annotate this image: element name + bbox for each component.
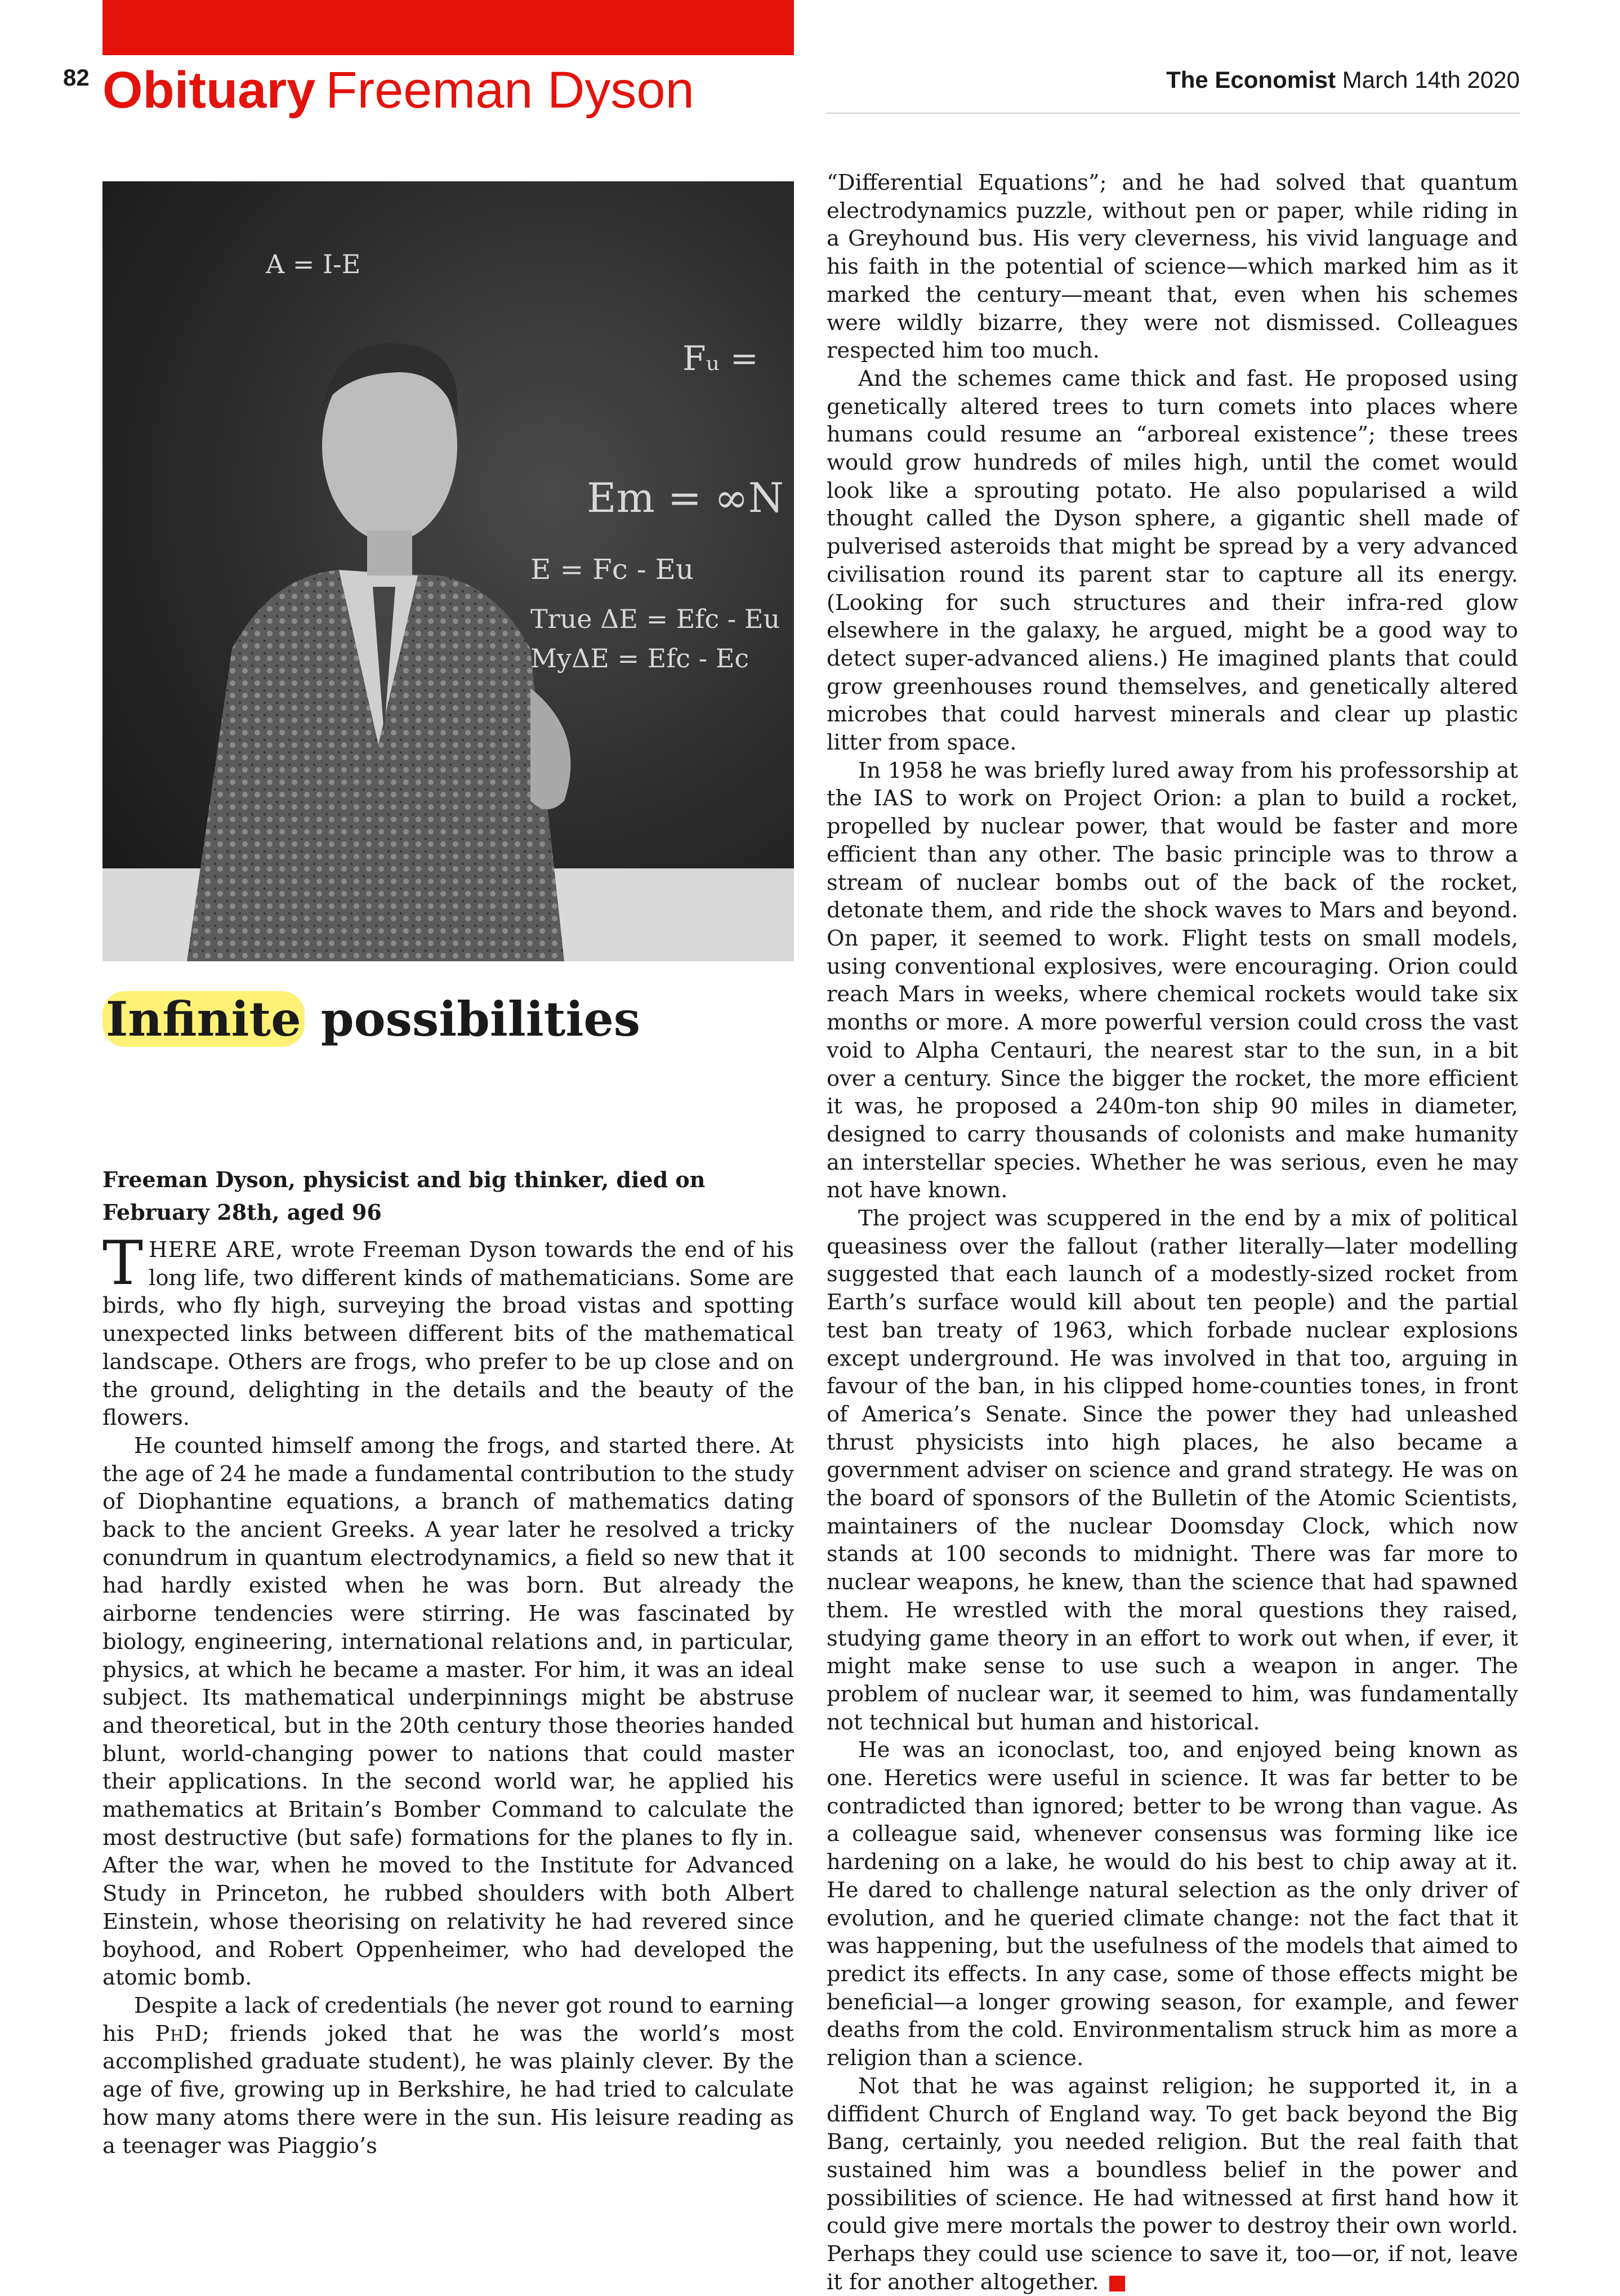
drop-cap: T bbox=[102, 1228, 144, 1299]
chalk-equation: A = I-E bbox=[266, 249, 361, 279]
chalk-equation: Em = ∞N bbox=[587, 474, 784, 521]
paragraph-text: ; friends joked that he was the world’s most accomplished graduate student), he was plainly clever. By the age of five, growing up in Berkshire, he had tried to calculate how many atoms there were in the sun. His leisure reading as a teenager was Piaggio’s bbox=[102, 2021, 794, 2159]
article-standfirst: Freeman Dyson, physicist and big thinker, died on February 28th, aged 96 bbox=[102, 1167, 706, 1225]
paragraph-text: In 1958 he was briefly lured away from his professorship at the bbox=[827, 757, 1518, 812]
paragraph-text: Not that he was against religion; he supported it, in a diffident Church of England way. To get back beyond the Big Bang, certainly, you needed religion. But the real faith that sustained him was a boundless belief in the power and possibilities of science. He had witnessed at first hand how it could give mere mortals the power to destroy their own world. Perhaps they could use science to save it, too—or, if not, leave it for another altogether. bbox=[827, 2073, 1518, 2295]
body-paragraph bbox=[827, 757, 1518, 1205]
body-paragraph bbox=[827, 2072, 1518, 2296]
body-paragraph: The project was scuppered in the end by a mix of political queasiness over the fallout (rather literally—later modelling suggested that each launch of a modestly-sized rocket from Earth’s surface would kill about ten people) and the partial test ban treaty of 1963, which forbade nuclear explosions except underground. He was involved in that too, arguing in favour of the ban, in his clipped home-counties tones, in front of America’s Senate. Since the power they had unleashed thrust physicists into high places, he also became a government adviser on science and grand strategy. He was on the board of sponsors of the Bulletin of the Atomic Scientists, maintainers of the nuclear Doomsday Clock, which now stands at 100 seconds to midnight. There was far more to nuclear weapons, he knew, than the science that had spawned them. He wrestled with the moral questions they raised, studying game theory in an effort to work out when, if ever, it might make sense to use such a weapon in anger. The problem of nuclear war, it seemed to him, was fundamentally not technical but human and historical. bbox=[827, 1206, 1518, 1735]
body-paragraph: And the schemes came thick and fast. He proposed using genetically altered trees to turn comets into places where humans could resume an “arboreal existence”; these trees would grow hundreds of miles high, until the comet would look like a sprouting potato. He also popularised a wild thought called the Dyson sphere, a gigantic shell made of pulverised asteroids that might be spread by a very advanced civilisation round its parent star to capture all its energy. (Looking for such structures and their infra-red glow elsewhere in the galaxy, he argued, might be a good way to detect super-advanced aliens.) He imagined plants that could grow greenhouses round themselves, and genetically altered microbes that could harvest minerals and clear up plastic litter from space. bbox=[827, 365, 1518, 756]
headline-rest: possibilities bbox=[320, 991, 641, 1047]
article-topic: Freeman Dyson bbox=[325, 61, 694, 119]
abbreviation: IAS bbox=[873, 786, 914, 812]
body-column-left bbox=[102, 1228, 794, 2160]
paragraph-text: to work on Project Orion: a plan to build a rocket, propelled by nuclear power, that would be faster and more efficient than any other. The basic principle was to throw a stream of nuclear bombs out of the back of the rocket, detonate them, and ride the shock waves to Mars and beyond. On paper, it seemed to work. Flight tests on small models, using conventional explosives, were encouraging. Orion could reach Mars in weeks, where chemical rockets would take six months or more. A more powerful version could cross the vast void to Alpha Centauri, the nearest star to the sun, in a bit over a century. Since the bigger the rocket, the more efficient it was, he proposed a 240m-ton ship 90 miles in diameter, designed to carry thousands of colonists and make humanity an interstellar species. Whether he was serious, even he may not have known. bbox=[827, 786, 1518, 1203]
section-color-bar bbox=[102, 0, 794, 55]
opening-words: HERE ARE, bbox=[149, 1237, 283, 1263]
issue-date: March 14th 2020 bbox=[1342, 66, 1520, 93]
body-paragraph: He was an iconoclast, too, and enjoyed being known as one. Heretics were useful in science. It was far better to be contradicted than ignored; better to be wrong than vague. As a colleague said, whenever consensus was forming like ice hardening on a lake, he would do his best to chip away at it. He dared to challenge natural selection as the only driver of evolution, and he queried climate change: not the fact that it was happening, but the usefulness of the models that aimed to predict its effects. In any case, some of those effects might be beneficial—a longer growing season, for example, and fewer deaths from the cold. Environmentalism struck him as more a religion than a science. bbox=[827, 1737, 1518, 2071]
section-title bbox=[102, 56, 694, 124]
end-mark-icon bbox=[1109, 2276, 1125, 2291]
publication-name: The Economist bbox=[1166, 66, 1336, 93]
article-headline bbox=[102, 988, 640, 1050]
body-paragraph bbox=[102, 1992, 794, 2160]
chalk-equation: Fᵤ = bbox=[682, 339, 758, 378]
header-rule bbox=[827, 113, 1520, 114]
abbreviation: PhD bbox=[155, 2021, 202, 2047]
chalk-equation: E = Fc - Eu bbox=[530, 553, 694, 586]
page-number: 82 bbox=[63, 64, 90, 91]
headline-emphasis: Infinite bbox=[102, 991, 305, 1047]
chalk-equation: True ΔE = Efc - Eu bbox=[530, 604, 780, 634]
body-paragraph: “Differential Equations”; and he had solved that quantum electrodynamics puzzle, without pen or paper, while riding in a Greyhound bus. His very cleverness, his vivid language and his faith in the potential of science—which marked him as it marked the century—meant that, even when his schemes were wildly bizarre, they were not dismissed. Colleagues respected him too much. bbox=[827, 170, 1518, 364]
section-kicker: Obituary bbox=[102, 61, 316, 119]
body-column-right bbox=[827, 169, 1518, 2296]
paragraph-text: Despite a lack of credentials (he never got round to earning his bbox=[102, 1992, 794, 2047]
masthead bbox=[1166, 66, 1520, 93]
portrait-photo bbox=[102, 181, 794, 961]
chalk-equation: MyΔE = Efc - Ec bbox=[530, 643, 749, 674]
body-paragraph: He counted himself among the frogs, and started there. At the age of 24 he made a fundamental contribution to the study of Diophantine equations, a branch of mathematics dating back to the ancient Greeks. A year later he resolved a tricky conundrum in quantum electrodynamics, a field so new that it had hardly existed when he was born. But already the airborne tendencies were stirring. He was fascinated by biology, engineering, international relations and, in particular, physics, at which he became a master. For him, it was an ideal subject. Its mathematical underpinnings might be abstruse and theoretical, but in the 20th century those theories handed blunt, world-changing power to nations that could master their applications. In the second world war, he applied his mathematics at Britain’s Bomber Command to calculate the most destructive (but safe) formations for the planes to fly in. After the war, when he moved to the Institute for Advanced Study in Princeton, he rubbed shoulders with both Albert Einstein, whose theorising on relativity he had revered since boyhood, and Robert Oppenheimer, who had developed the atomic bomb. bbox=[102, 1433, 794, 1991]
body-paragraph bbox=[102, 1228, 794, 1432]
paragraph-text: wrote Freeman Dyson towards the end of his long life, two different kinds of mathematicians. Some are birds, who fly high, surveying the broad vistas and spotting unexpected links between different bits of the mathematical landscape. Others are frogs, who prefer to be up close and on the ground, delighting in the details and the beauty of the flowers. bbox=[102, 1237, 794, 1431]
